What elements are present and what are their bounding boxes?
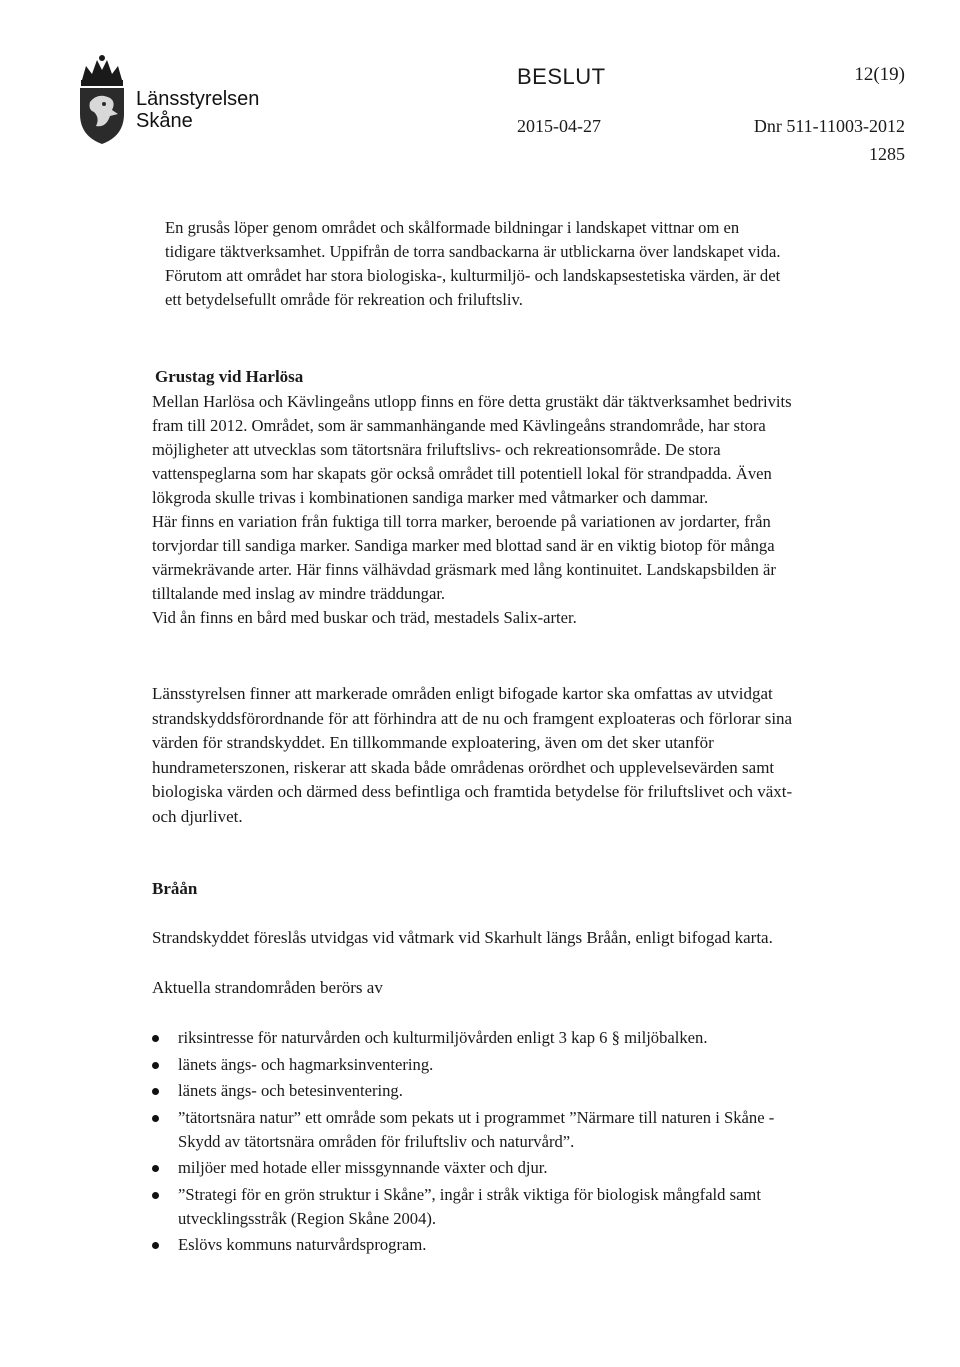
conclusion-section bbox=[152, 682, 802, 829]
list-item: Eslövs kommuns naturvårdsprogram. bbox=[152, 1233, 802, 1257]
braan-paragraph-1: Strandskyddet föreslås utvidgas vid våtmark vid Skarhult längs Bråån, enligt bifogad karta. bbox=[152, 928, 773, 947]
bullet-icon bbox=[152, 1242, 159, 1249]
organization-name bbox=[136, 88, 259, 132]
braan-section bbox=[152, 926, 802, 1000]
bullet-icon bbox=[152, 1062, 159, 1069]
org-line-1: Länsstyrelsen bbox=[136, 88, 260, 110]
braan-bullet-list bbox=[152, 1026, 802, 1260]
intro-section bbox=[165, 216, 785, 312]
bullet-icon bbox=[152, 1115, 159, 1122]
list-item: ”tätortsnära natur” ett område som pekats ut i programmet ”Närmare till naturen i Skåne - Skydd av tätortsnära områden för friluftsliv och naturvård”. bbox=[152, 1106, 802, 1154]
bullet-icon bbox=[152, 1035, 159, 1042]
list-item: länets ängs- och hagmarksinventering. bbox=[152, 1053, 802, 1077]
org-line-2: Skåne bbox=[136, 110, 193, 132]
list-item: länets ängs- och betesinventering. bbox=[152, 1079, 802, 1103]
diary-number: Dnr 511-11003-2012 bbox=[753, 116, 905, 136]
document-date: 2015-04-27 bbox=[517, 116, 601, 136]
heading-braan: Bråån bbox=[152, 879, 198, 898]
intro-paragraph-1: En grusås löper genom området och skålformade bildningar i landskapet vittnar om en tidigare täktverksamhet. Uppifrån de torra sandbackarna är utblickarna över landskapet vida. bbox=[165, 218, 781, 261]
document-type: BESLUT bbox=[517, 64, 606, 89]
grustag-section bbox=[152, 390, 792, 630]
grustag-paragraph-3: Vid ån finns en bård med buskar och träd, mestadels Salix-arter. bbox=[152, 608, 577, 627]
braan-paragraph-2: Aktuella strandområden berörs av bbox=[152, 978, 383, 997]
bullet-icon bbox=[152, 1088, 159, 1095]
list-item: riksintresse för naturvården och kulturmiljövården enligt 3 kap 6 § miljöbalken. bbox=[152, 1026, 802, 1050]
coat-of-arms-logo bbox=[76, 54, 128, 144]
intro-paragraph-2: Förutom att området har stora biologiska-, kulturmiljö- och landskapsestetiska värden, är det ett betydelsefullt område för rekreation och friluftsliv. bbox=[165, 266, 781, 309]
bullet-icon bbox=[152, 1192, 159, 1199]
grustag-paragraph-2: Här finns en variation från fuktiga till torra marker, beroende på variationen av jordarter, från torvjordar till sandiga marker. Sandiga marker med blottad sand är en viktig biotop för många värmekrävande arter. Här finns välhävdad gräsmark med lång kontinuitet. Landskapsbilden är tilltalande med inslag av mindre träddungar. bbox=[152, 512, 776, 603]
grustag-paragraph-1: Mellan Harlösa och Kävlingeåns utlopp finns en före detta grustäkt där täktverksamhet bedrivits fram till 2012. Området, som är sammanhängande med Kävlingeåns strandområde, har stora möjligheter att utvecklas som tätortsnära friluftslivs- och rekreationsområde. De stora vattenspeglarna som har skapats gör också området till potentiell lokal för strandpadda. Även lökgroda skulle trivas i kombinationen sandiga marker med våtmarker och dammar. bbox=[152, 392, 792, 507]
bullet-icon bbox=[152, 1165, 159, 1172]
heading-grustag: Grustag vid Harlösa bbox=[155, 367, 304, 386]
page-number: 12(19) bbox=[854, 64, 905, 85]
list-item: ”Strategi för en grön struktur i Skåne”, ingår i stråk viktiga för biologisk mångfald samt utvecklingsstråk (Region Skåne 2004). bbox=[152, 1183, 802, 1231]
document-number: 1285 bbox=[869, 144, 905, 164]
list-item: miljöer med hotade eller missgynnande växter och djur. bbox=[152, 1156, 802, 1180]
conclusion-paragraph: Länsstyrelsen finner att markerade områden enligt bifogade kartor ska omfattas av utvidgat strandskyddsförordnande för att förhindra att de nu och framgent exploateras och förlorar sina värden för strandskyddet. En tillkommande exploatering, även om det sker utanför hundrameterszonen, riskerar att skada både områdenas orördhet och upplevelsevärden samt biologiska värden och därmed dess befintliga och framtida betydelse för friluftslivet och växt- och djurlivet. bbox=[152, 684, 793, 826]
